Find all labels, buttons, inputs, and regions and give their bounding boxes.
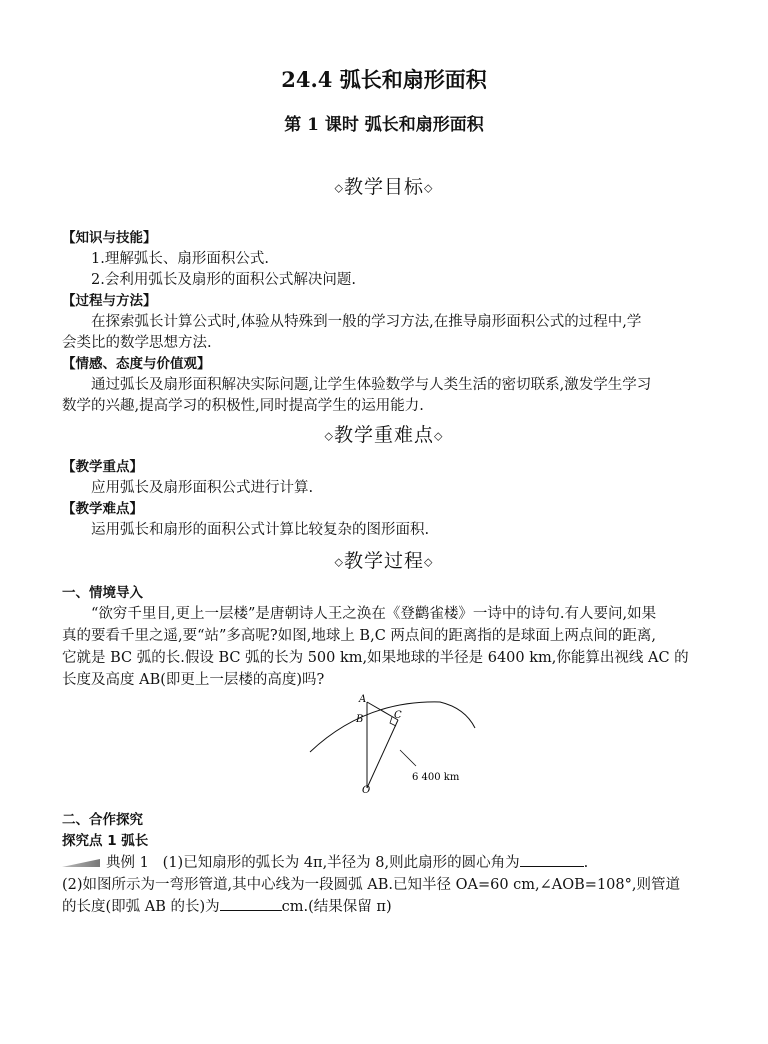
earth-arc: [310, 702, 475, 752]
intro-heading: 一、情境导入: [62, 585, 143, 601]
example-1-q2-line1: (2)如图所示为一弯形管道,其中心线为一段圆弧 AB.已知半径 OA=60 cm,∠AOB=108°,则管道: [62, 877, 680, 893]
section-key-points: [0, 420, 768, 447]
label-B: B: [356, 714, 364, 725]
process-method-line1: 在探索弧长计算公式时,体验从特殊到一般的学习方法,在推导扇形面积公式的过程中,学: [91, 314, 642, 330]
diamond-icon: ◇: [424, 555, 434, 569]
process-method-line2: 会类比的数学思想方法.: [62, 335, 212, 351]
answer-blank-1[interactable]: [520, 852, 584, 867]
emotion-line2: 数学的兴趣,提高学习的积极性,同时提高学生的运用能力.: [62, 398, 424, 414]
diamond-icon: ◇: [324, 429, 334, 443]
ribbon-icon: [62, 859, 100, 867]
difficulty-label: 【教学难点】: [62, 501, 143, 517]
section-process: [0, 546, 768, 573]
section-objectives-title: 教学目标: [343, 176, 424, 198]
example-1-q2-line2: 的长度(即弧 AB 的长)为 cm.(结果保留 π): [62, 895, 392, 916]
diamond-icon: ◇: [334, 181, 344, 195]
emotion-label: 【情感、态度与价值观】: [62, 356, 211, 372]
knowledge-item-1: 1.理解弧长、扇形面积公式.: [91, 251, 269, 267]
earth-figure: [300, 690, 480, 800]
diamond-icon: ◇: [434, 429, 444, 443]
emotion-line1: 通过弧长及扇形面积解决实际问题,让学生体验数学与人类生活的密切联系,激发学生学习: [91, 377, 652, 393]
label-O: O: [362, 785, 371, 796]
label-C: C: [394, 710, 402, 721]
intro-line3: 它就是 BC 弧的长.假设 BC 弧的长为 500 km,如果地球的半径是 6400 km,你能算出视线 AC 的: [62, 650, 689, 666]
radius-pointer: [400, 750, 416, 766]
focus-text: 应用弧长及扇形面积公式进行计算.: [91, 480, 314, 496]
label-A: A: [359, 694, 367, 705]
process-method-label: 【过程与方法】: [62, 293, 157, 309]
example-label: 典例 1: [106, 855, 149, 871]
lesson-subtitle: 第 1 课时 弧长和扇形面积: [284, 115, 484, 135]
section-process-title: 教学过程: [343, 550, 424, 572]
line-CO: [367, 720, 398, 788]
explore-point-label: 探究点 1 弧长: [62, 833, 149, 849]
focus-label: 【教学重点】: [62, 459, 143, 475]
difficulty-text: 运用弧长和扇形的面积公式计算比较复杂的图形面积.: [91, 522, 430, 538]
knowledge-item-2: 2.会利用弧长及扇形的面积公式解决问题.: [91, 272, 356, 288]
radius-label: 6 400 km: [412, 772, 460, 783]
section-objectives: [0, 172, 768, 199]
page-title: 24.4 弧长和扇形面积: [281, 67, 487, 92]
answer-blank-2[interactable]: [220, 896, 282, 911]
intro-line1: “欲穷千里目,更上一层楼”是唐朝诗人王之涣在《登鹳雀楼》一诗中的诗句.有人要问,如果: [91, 606, 657, 622]
diamond-icon: ◇: [334, 555, 344, 569]
knowledge-label: 【知识与技能】: [62, 230, 157, 246]
intro-line4: 长度及高度 AB(即更上一层楼的高度)吗?: [62, 672, 325, 688]
intro-line2: 真的要看千里之遥,要“站”多高呢?如图,地球上 B,C 两点间的距离指的是球面上两点间的距离,: [62, 628, 657, 644]
explore-heading: 二、合作探究: [62, 812, 143, 828]
diamond-icon: ◇: [424, 181, 434, 195]
example-1-line1: 典例 1 (1)已知扇形的弧长为 4π,半径为 8,则此扇形的圆心角为 .: [62, 851, 588, 872]
example-q1: (1)已知扇形的弧长为 4π,半径为 8,则此扇形的圆心角为: [162, 855, 520, 871]
section-key-title: 教学重难点: [333, 424, 434, 446]
